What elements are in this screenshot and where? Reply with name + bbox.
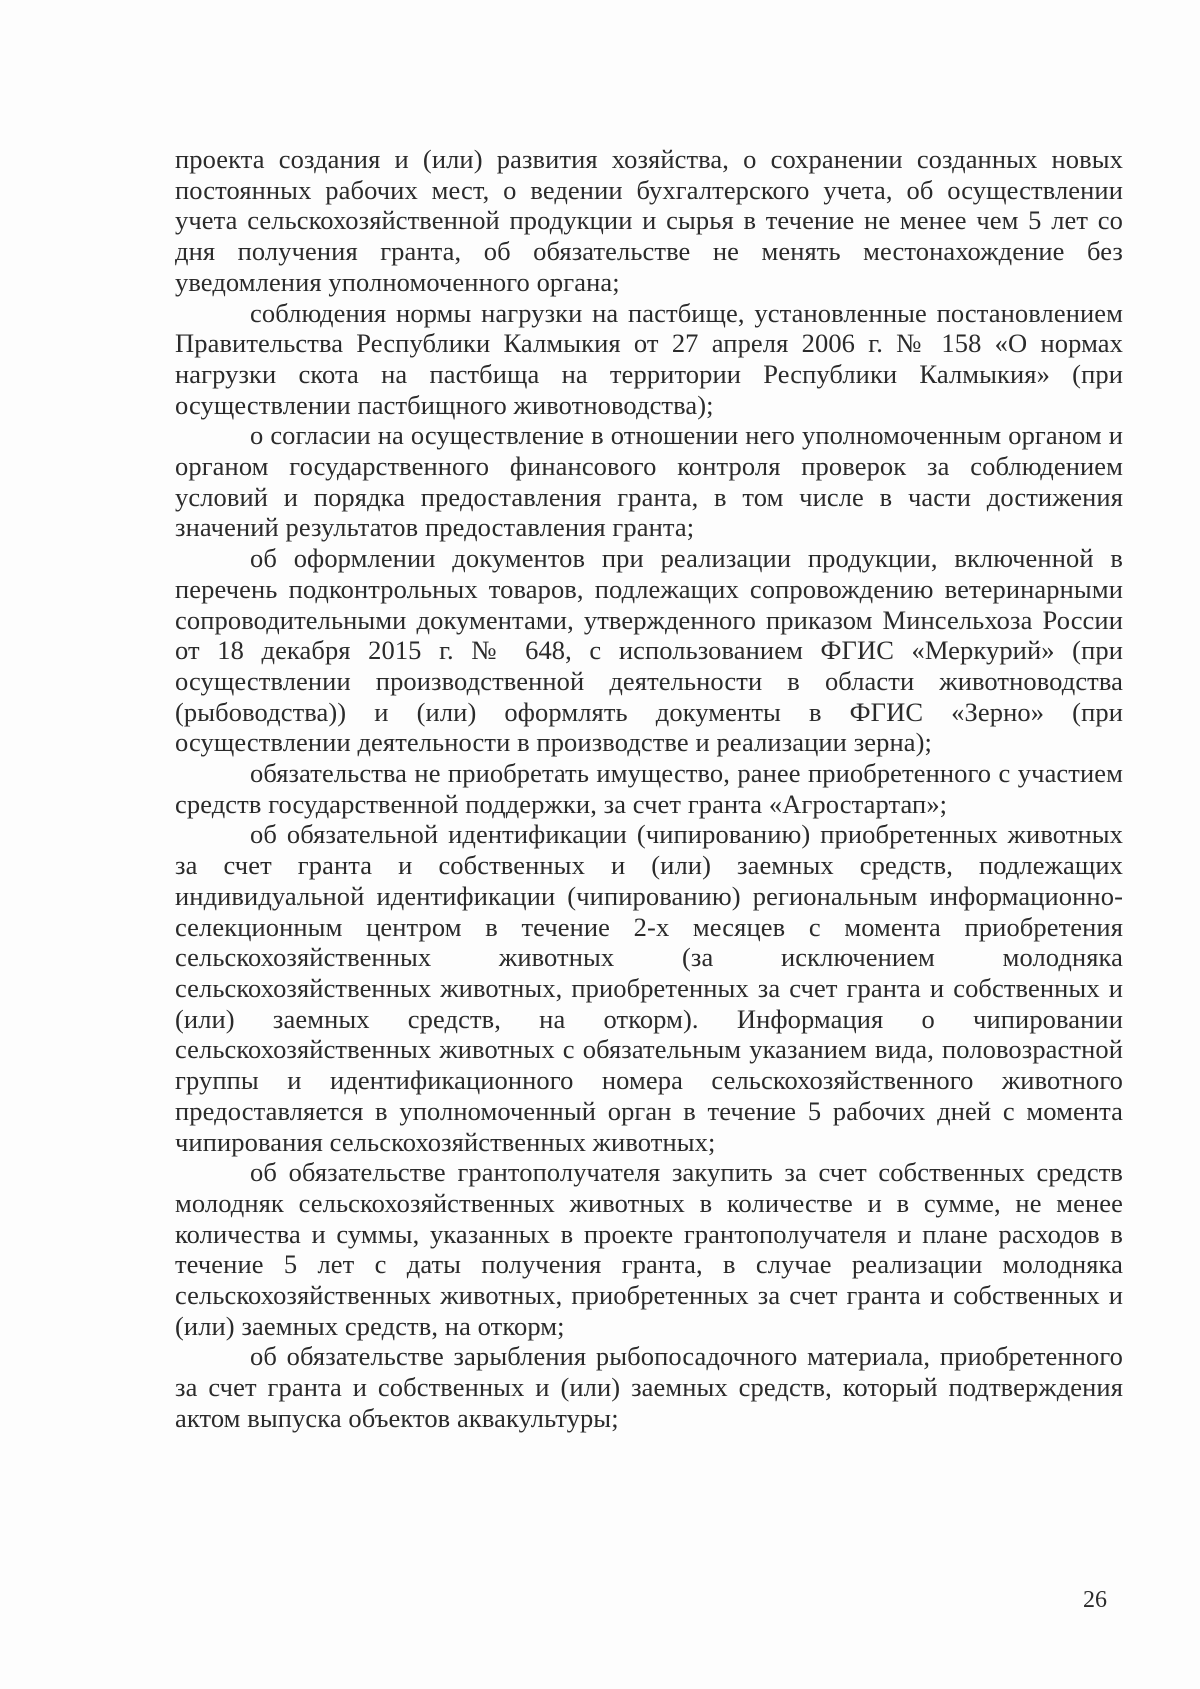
paragraph-young-stock-purchase: об обязательстве грантополучателя закупить за счет собственных средств молодняк сельскохозяйственных животных в количестве и в сумме, не менее количества и суммы, указанных в проекте грантополучателя и плане расходов в течение 5 лет с даты получения гранта, в случае реализации молодняка сельскохозяйственных животных, приобретенных за счет гранта и собственных и (или) заемных средств, на откорм; [175,1157,1123,1341]
paragraph-project-obligations: проекта создания и (или) развития хозяйства, о сохранении созданных новых постоянных рабочих мест, о ведении бухгалтерского учета, об осуществлении учета сельскохозяйственной продукции и сырья в течение не менее чем 5 лет со дня получения гранта, об обязательстве не менять местонахождение без уведомления уполномоченного органа; [175,144,1123,297]
paragraph-inspection-consent: о согласии на осуществление в отношении него уполномоченным органом и органом государственного финансового контроля проверок за соблюдением условий и порядка предоставления гранта, в том числе в части достижения значений результатов предоставления гранта; [175,420,1123,543]
page-number: 26 [1083,1587,1107,1613]
paragraph-document-registration: об оформлении документов при реализации продукции, включенной в перечень подконтрольных товаров, подлежащих сопровождению ветеринарными сопроводительными документами, утвержденного приказом Минсельхоза России от 18 декабря 2015 г. № 648, с использованием ФГИС «Меркурий» (при осуществлении производственной деятельности в области животноводства (рыбоводства)) и (или) оформлять документы в ФГИС «Зерно» (при осуществлении деятельности в производстве и реализации зерна); [175,543,1123,758]
paragraph-property-acquisition: обязательства не приобретать имущество, ранее приобретенного с участием средств государственной поддержки, за счет гранта «Агростартап»; [175,758,1123,819]
paragraph-animal-identification: об обязательной идентификации (чипированию) приобретенных животных за счет гранта и собственных и (или) заемных средств, подлежащих индивидуальной идентификации (чипированию) региональным информационно-селекционным центром в течение 2-х месяцев с момента приобретения сельскохозяйственных животных (за исключением молодняка сельскохозяйственных животных, приобретенных за счет гранта и собственных и (или) заемных средств, на откорм). Информация о чипировании сельскохозяйственных животных с обязательным указанием вида, половозрастной группы и идентификационного номера сельскохозяйственного животного предоставляется в уполномоченный орган в течение 5 рабочих дней с момента чипирования сельскохозяйственных животных; [175,819,1123,1157]
document-body [175,144,1123,1434]
paragraph-fish-stocking: об обязательстве зарыбления рыбопосадочного материала, приобретенного за счет гранта и собственных и (или) заемных средств, который подтверждения актом выпуска объектов аквакультуры; [175,1341,1123,1433]
paragraph-pasture-load: соблюдения нормы нагрузки на пастбище, установленные постановлением Правительства Республики Калмыкия от 27 апреля 2006 г. № 158 «О нормах нагрузки скота на пастбища на территории Республики Калмыкия» (при осуществлении пастбищного животноводства); [175,297,1123,420]
